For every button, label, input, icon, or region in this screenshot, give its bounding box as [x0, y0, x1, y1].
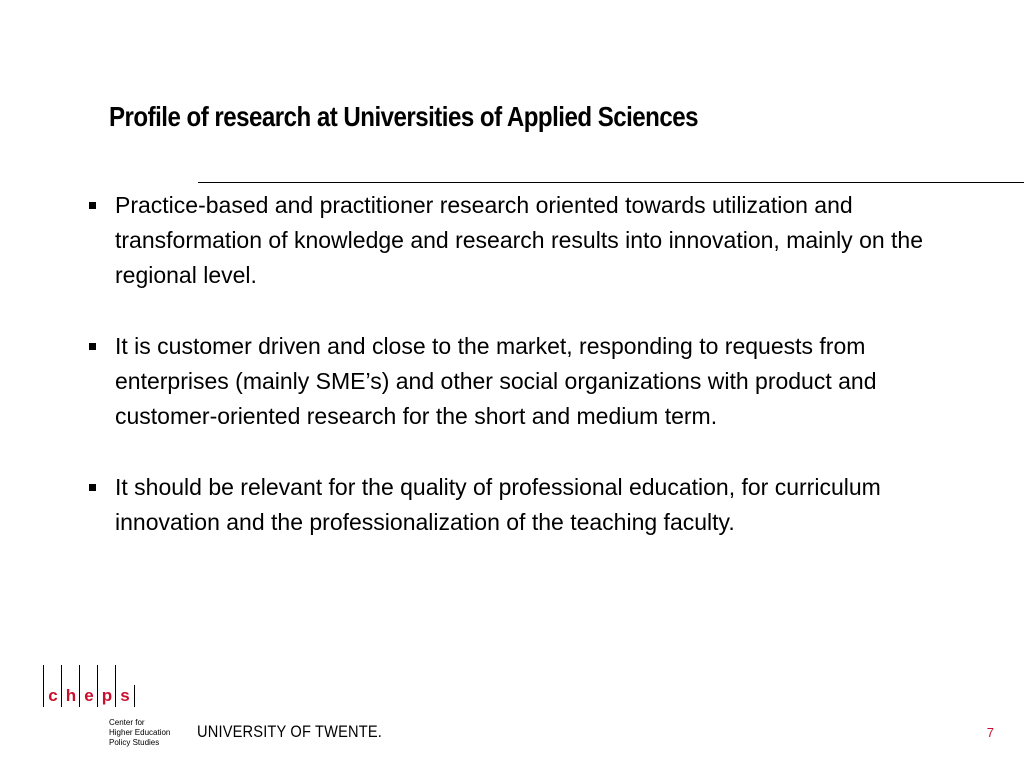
bullet-item — [84, 329, 964, 434]
logo-letter: e — [79, 685, 98, 707]
bullet-text: Practice-based and practitioner research oriented towards utilization and transformation of knowledge and research results into innovation, mainly on the regional level. — [115, 192, 924, 288]
square-bullet-icon — [89, 202, 96, 209]
cheps-caption-line: Higher Education — [109, 728, 171, 737]
title-divider — [198, 182, 1024, 183]
bullet-text: It is customer driven and close to the market, responding to requests from enterprises (mainly SME’s) and other social organizations with product and customer-oriented research for the short and medium term. — [115, 333, 877, 429]
logo-letter: s — [115, 685, 135, 707]
cheps-caption-line: Center for — [109, 718, 145, 727]
bullet-item — [84, 188, 964, 293]
square-bullet-icon — [89, 343, 96, 350]
logo-letter: c — [43, 685, 62, 707]
bullet-item — [84, 470, 964, 540]
logo-letter: h — [61, 685, 80, 707]
bullet-text: It should be relevant for the quality of professional education, for curriculum innovation and the professionalization of the teaching faculty. — [115, 474, 881, 535]
cheps-logo — [40, 665, 190, 745]
page-number: 7 — [986, 725, 994, 740]
square-bullet-icon — [89, 484, 96, 491]
logo-tick — [97, 665, 98, 685]
slide-title: Profile of research at Universities of Applied Sciences — [109, 101, 699, 132]
cheps-caption — [109, 718, 189, 748]
logo-tick — [43, 665, 44, 685]
logo-tick — [115, 665, 116, 685]
logo-letter: p — [97, 685, 116, 707]
logo-tick — [61, 665, 62, 685]
logo-tick — [79, 665, 80, 685]
cheps-caption-line: Policy Studies — [109, 738, 160, 747]
university-name: UNIVERSITY OF TWENTE. — [197, 722, 383, 741]
bullet-list — [84, 188, 964, 576]
